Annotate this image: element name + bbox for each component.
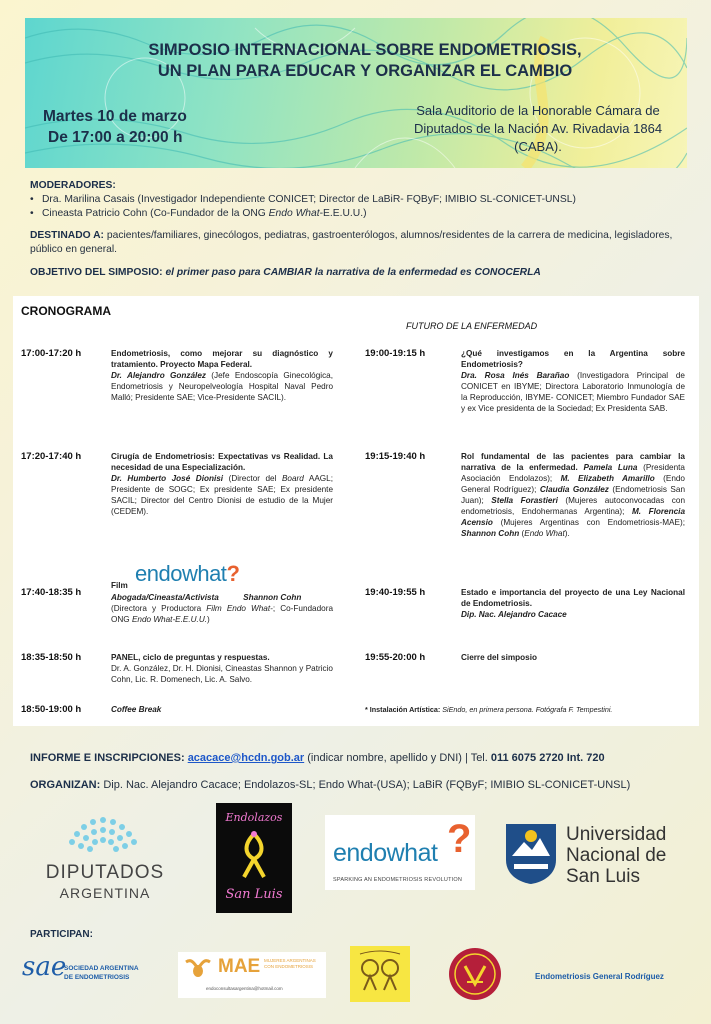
unsl-shield-icon <box>502 820 560 886</box>
destinado-text: pacientes/familiares, ginecólogos, pediatras, gastroenterólogos, alumnos/residentes de la carrera de medicina, legisladores, público en general. <box>30 230 673 255</box>
schedule-desc: Estado e importancia del proyecto de una Ley Nacional de Endometriosis. Dip. Nac. Alejandro Cacace <box>461 588 685 619</box>
contacto-line <box>30 752 605 764</box>
sae-logo: sae SOCIEDAD ARGENTINA DE ENDOMETRIOSIS <box>22 952 139 982</box>
ribbon-figure-icon <box>234 829 274 879</box>
schedule-desc: Cierre del simposio <box>461 653 537 662</box>
cronograma-panel <box>13 296 699 726</box>
header-banner <box>25 18 687 168</box>
moderador-item: • Dra. Marilina Casais (Investigador Independiente CONICET; Director de LaBiR- FQByF; IMIBIO SL-CONICET-UNSL) <box>30 193 680 207</box>
mae-logo: MAE MUJERES ARGENTINAS CON ENDOMETRIOSIS endoconsultasargentina@hotmail.com <box>178 952 326 998</box>
schedule-desc: PANEL, ciclo de preguntas y respuestas. Dr. A. González, Dr. H. Dionisi, Cineastas Shannon y Patricio Cohn, Lic. R. Domenech, Lic. A. Salvo. <box>111 653 333 684</box>
circle-emblem-logo <box>445 946 505 1002</box>
contacto-label: INFORME E INSCRIPCIONES: <box>30 752 185 764</box>
schedule-desc: Rol fundamental de las pacientes para cambiar la narrativa de la enfermedad. Pamela Luna (Presidenta Asociación Endolazos); M. Elizabeth Amarillo (Endo General Rodríguez); Claudia González (Endometriosis San Juan); Stella Forastieri (Mujeres autoconvocadas con endometriosis, Endohermanas Argentina); M. Florencia Acensio (Mujeres Argentinas con Endometriosis-MAE); Shannon Cohn (Endo What). <box>461 452 686 538</box>
objetivo-section <box>30 266 680 280</box>
schedule-time: 18:35-18:50 h <box>21 652 82 663</box>
unsl-logo: Universidad Nacional de San Luis <box>502 820 682 890</box>
endohermanas-figures-icon <box>350 946 410 1002</box>
event-title: SIMPOSIO INTERNACIONAL SOBRE ENDOMETRIOSIS, UN PLAN PARA EDUCAR Y ORGANIZAR EL CAMBIO <box>148 41 582 80</box>
emblem-icon <box>445 946 505 1002</box>
schedule-desc: Film endowhat? Abogada/Cineasta/Activista Shannon Cohn (Directora y Productora Film Endo What-; Co-Fundadora ONG Endo What-E.E.U.U.) <box>111 561 333 624</box>
diputados-logo: DIPUTADOS ARGENTINA <box>35 808 175 908</box>
footnote: * Instalación Artística: SiEndo, en primera persona. Fotógrafa F. Tempestini. <box>365 705 613 714</box>
schedule-desc: Cirugía de Endometriosis: Expectativas vs Realidad. La necesidad de una Especialización. Dr. Humberto José Dionisi (Director del Board AAGL; Presidente de SOGC; Ex presidente SAE; Ex presidente SACIL; Director del Centro Dionisi de estudio de la Mujer (CEDEM). <box>111 452 333 516</box>
endowhat-logo: endowhat ? SPARKING AN ENDOMETRIOSIS REVOLUTION <box>325 815 475 890</box>
destinado-label: DESTINADO A: <box>30 230 104 241</box>
contacto-tel: 011 6075 2720 Int. 720 <box>490 752 605 764</box>
schedule-time: 19:55-20:00 h <box>365 652 426 663</box>
schedule-time: 19:00-19:15 h <box>365 348 426 359</box>
schedule-time: 18:50-19:00 h <box>21 704 82 715</box>
diputados-emblem-icon <box>53 808 153 858</box>
schedule-desc: Coffee Break <box>111 705 162 714</box>
egr-logo-text: Endometriosis General Rodríguez <box>535 972 664 981</box>
cronograma-title: CRONOGRAMA <box>21 304 111 318</box>
schedule-time: 19:40-19:55 h <box>365 587 426 598</box>
futuro-heading: FUTURO DE LA ENFERMEDAD <box>406 321 538 331</box>
schedule-time: 17:40-18:35 h <box>21 587 82 598</box>
email-link[interactable]: acacace@hcdn.gob.ar <box>187 752 305 764</box>
destinado-section <box>30 229 680 257</box>
schedule-desc: Endometriosis, como mejorar su diagnóstico y tratamiento. Proyecto Mapa Federal. Dr. Alejandro González (Jefe Endoscopía Ginecológica, Endometriosis y Neuropelveología Hospital Naval Pedro Malló; Presidente SAE; Vice-Presidente SACIL). <box>111 349 333 402</box>
objetivo-text: el primer paso para CAMBIAR la narrativa de la enfermedad es CONOCERLA <box>165 267 541 278</box>
schedule-time: 19:15-19:40 h <box>365 451 426 462</box>
schedule-time: 17:00-17:20 h <box>21 348 82 359</box>
schedule-desc: ¿Qué investigamos en la Argentina sobre Endometriosis? Dra. Rosa Inés Barañao (Investigadora Principal de CONICET en IBYME; Directora Laboratorio Inmunología de la Reproducción, IBYME- CONICET; Miembro Fundador SAE y ex Vice presidenta de la Sociedad; Ex Presidenta SAB. <box>461 349 685 413</box>
event-date: Martes 10 de marzo De 17:00 a 20:00 h <box>43 108 187 146</box>
moderadores-section <box>30 179 680 221</box>
endowhat-logo-inline: endowhat? <box>135 561 240 586</box>
participan-label: PARTICIPAN: <box>30 929 93 940</box>
event-venue: Sala Auditorio de la Honorable Cámara de Diputados de la Nación Av. Rivadavia 1864 (CABA). <box>413 103 663 154</box>
organizan-label: ORGANIZAN: <box>30 779 101 791</box>
moderador-item: • Cineasta Patricio Cohn (Co-Fundador de la ONG Endo What-E.E.U.U.) <box>30 207 680 221</box>
organizan-line <box>30 779 630 791</box>
endohermanas-logo <box>350 946 410 1002</box>
organizan-text: Dip. Nac. Alejandro Cacace; Endolazos-SL; Endo What-(USA); LaBiR (FQByF; IMIBIO SL-CONICET-UNSL) <box>103 779 631 791</box>
endolazos-logo: Endolazos San Luis <box>216 803 292 913</box>
contacto-note: (indicar nombre, apellido y DNI) | Tel. <box>307 752 488 764</box>
objetivo-label: OBJETIVO DEL SIMPOSIO: <box>30 267 163 278</box>
schedule-time: 17:20-17:40 h <box>21 451 82 462</box>
mae-uterus-icon <box>182 956 214 978</box>
moderadores-label: MODERADORES: <box>30 180 116 191</box>
